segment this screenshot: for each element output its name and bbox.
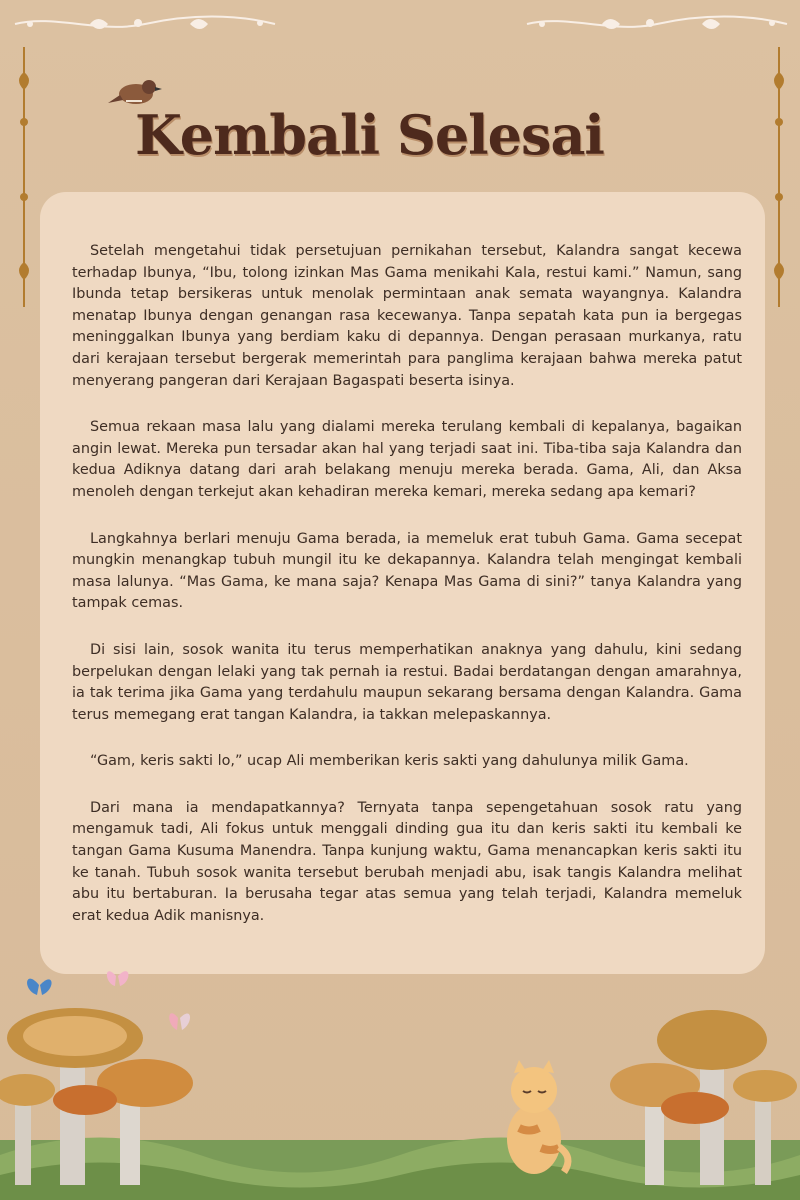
- cat-illustration: [494, 1055, 574, 1180]
- top-left-vine-ornament: [10, 10, 280, 38]
- page-title: Kembali Selesai: [135, 103, 604, 167]
- story-paragraph: Di sisi lain, sosok wanita itu terus memperhatikan anaknya yang dahulu, kini sedang berpelukan dengan lelaki yang tak pernah ia restui. Badai berdatangan dengan amarahnya, ia tak terima jika Gama yang terdahulu maupun sekarang bersama dengan Kalandra. Gama terus memegang erat tangan Kalandra, ia takkan melepaskannya.: [72, 641, 742, 723]
- story-text: [72, 241, 742, 952]
- story-paragraph: Dari mana ia mendapatkannya? Ternyata tanpa sepengetahuan sosok ratu yang mengamuk tadi, Ali fokus untuk menggali dinding gua itu dan keris sakti itu kembali ke tangan Gama Kusuma Manendra. Tanpa kunjung waktu, Gama menancapkan keris sakti itu ke tanah. Tubuh sosok wanita tersebut berubah menjadi abu, isak tangis Kalandra melihat abu itu bertaburan. Ia berusaha tegar atas semua yang telah terjadi, Kalandra memeluk erat kedua Adik manisnya.: [72, 799, 742, 924]
- story-paragraph: Setelah mengetahui tidak persetujuan pernikahan tersebut, Kalandra sangat kecewa terhadap Ibunya, “Ibu, tolong izinkan Mas Gama menikahi Kala, restui kami.” Namun, sang Ibunda tetap bersikeras untuk menolak permintaan anak semata wayangnya. Kalandra menatap Ibunya dengan genangan rasa kecewanya. Tanpa sepatah kata pun ia bergegas meninggalkan Ibunya yang berdiam kaku di depannya. Dengan perasaan murkanya, ratu dari kerajaan tersebut bergerak memerintah para panglima kerajaan bahwa mereka patut menyerang pangeran dari Kerajaan Bagaspati beserta isinya.: [72, 243, 742, 389]
- top-right-vine-ornament: [522, 10, 792, 38]
- story-paragraph: “Gam, keris sakti lo,” ucap Ali memberikan keris sakti yang dahulunya milik Gama.: [90, 753, 689, 770]
- right-vine-ornament: [765, 42, 793, 312]
- story-paragraph: Langkahnya berlari menuju Gama berada, ia memeluk erat tubuh Gama. Gama secepat mungkin menangkap tubuh mungil itu ke dekapannya. Kalandra telah mengingat kembali masa lalunya. “Mas Gama, ke mana saja? Kenapa Mas Gama di sini?” tanya Kalandra yang tampak cemas.: [72, 530, 742, 612]
- mushroom-cluster: [0, 980, 230, 1200]
- mushroom-cluster: [600, 980, 800, 1200]
- story-paragraph: Semua rekaan masa lalu yang dialami mereka terulang kembali di kepalanya, bagaikan angin lewat. Mereka pun tersadar akan hal yang terjadi saat ini. Tiba-tiba saja Kalandra dan kedua Adiknya datang dari arah belakang menuju mereka berada. Gama, Ali, dan Aksa menoleh dengan terkejut akan kehadiran mereka kemari, mereka sedang apa kemari?: [72, 419, 742, 500]
- left-vine-ornament: [10, 42, 38, 312]
